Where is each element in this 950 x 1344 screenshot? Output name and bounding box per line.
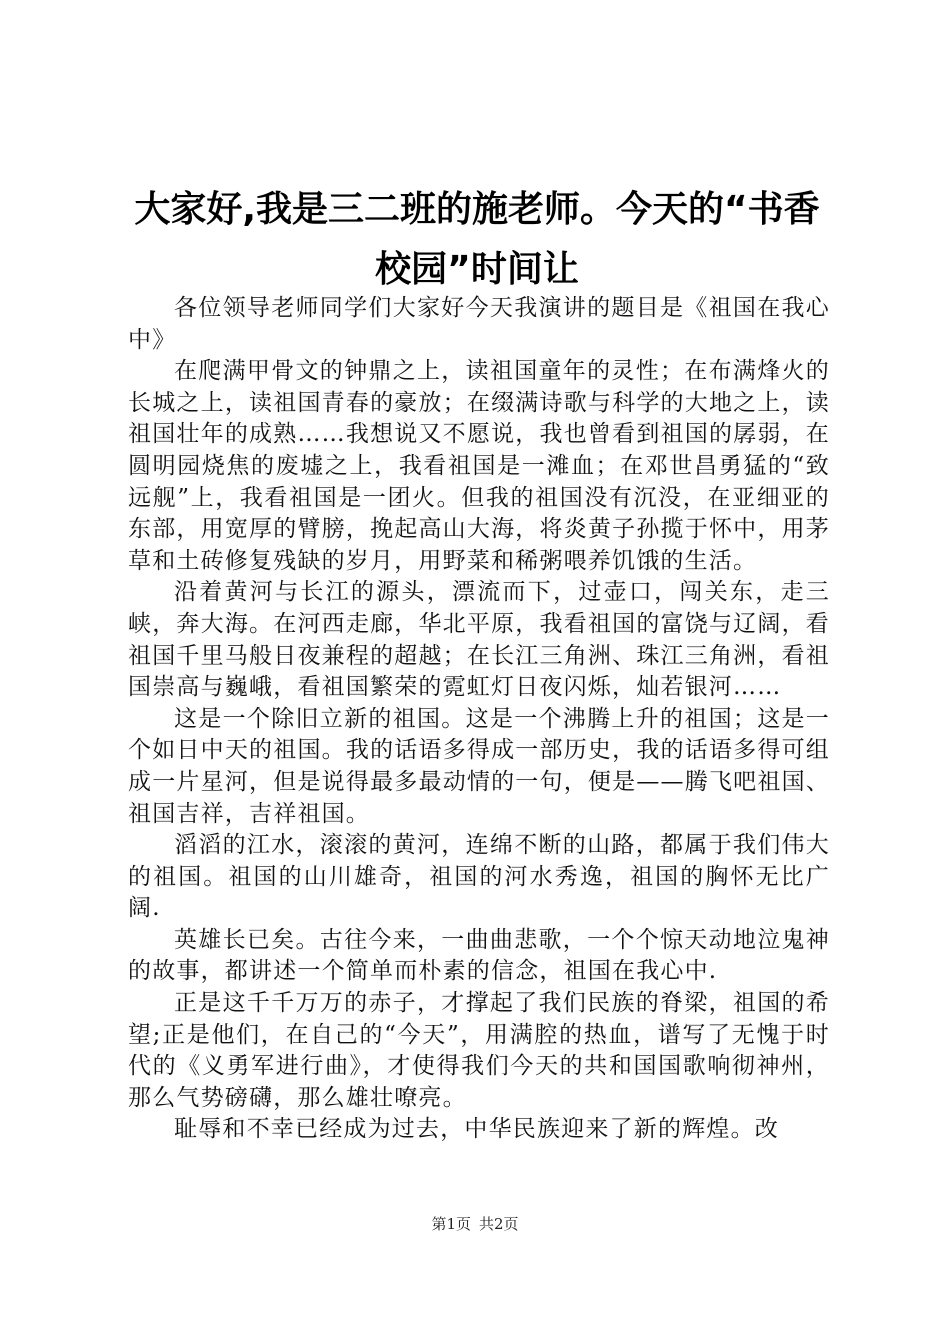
- page-number: 第1页: [431, 1215, 471, 1233]
- page-footer: [0, 1214, 950, 1234]
- page-total: 共2页: [479, 1215, 519, 1233]
- paragraph: 正是这千千万万的赤子，才撑起了我们民族的脊梁，祖国的希望;正是他们，在自己的“今天”，用满腔的热血，谱写了无愧于时代的《义勇军进行曲》，才使得我们今天的共和国国歌响彻神州，那么气势磅礴，那么雄壮嘹亮。: [128, 990, 830, 1111]
- paragraph: 各位领导老师同学们大家好今天我演讲的题目是《祖国在我心中》: [128, 295, 830, 353]
- paragraph: 这是一个除旧立新的祖国。这是一个沸腾上升的祖国；这是一个如日中天的祖国。我的话语多得成一部历史，我的话语多得可组成一片星河，但是说得最多最动情的一句，便是——腾飞吧祖国、祖国吉祥，吉祥祖国。: [128, 705, 830, 827]
- paragraph: 耻辱和不幸已经成为过去，中华民族迎来了新的辉煌。改: [174, 1116, 779, 1143]
- paragraph: 沿着黄河与长江的源头，漂流而下，过壶口，闯关东，走三峡，奔大海。在河西走廊，华北平原，我看祖国的富饶与辽阔，看祖国千里马般日夜兼程的超越；在长江三角洲、珠江三角洲，看祖国崇高与巍峨，看祖国繁荣的霓虹灯日夜闪烁，灿若银河……: [128, 579, 830, 701]
- document-body: [128, 293, 830, 1146]
- paragraph: 英雄长已矣。古往今来，一曲曲悲歌，一个个惊天动地泣鬼神的故事，都讲述一个简单而朴素的信念，祖国在我心中.: [128, 926, 830, 985]
- paragraph: 滔滔的江水，滚滚的黄河，连绵不断的山路，都属于我们伟大的祖国。祖国的山川雄奇，祖国的河水秀逸，祖国的胸怀无比广阔.: [128, 832, 830, 922]
- document-title: 大家好,我是三二班的施老师。今天的“书香校园”时间让: [134, 189, 820, 290]
- paragraph: 在爬满甲骨文的钟鼎之上，读祖国童年的灵性；在布满烽火的长城之上，读祖国青春的豪放；在缀满诗歌与科学的大地之上，读祖国壮年的成熟……我想说又不愿说，我也曾看到祖国的孱弱，在圆明园烧焦的废墟之上，我看祖国是一滩血；在邓世昌勇猛的“致远舰”上，我看祖国是一团火。但我的祖国没有沉没，在亚细亚的东部，用宽厚的臂膀，挽起高山大海，将炎黄子孙揽于怀中，用茅草和土砖修复残缺的岁月，用野菜和稀粥喂养饥饿的生活。: [128, 358, 830, 574]
